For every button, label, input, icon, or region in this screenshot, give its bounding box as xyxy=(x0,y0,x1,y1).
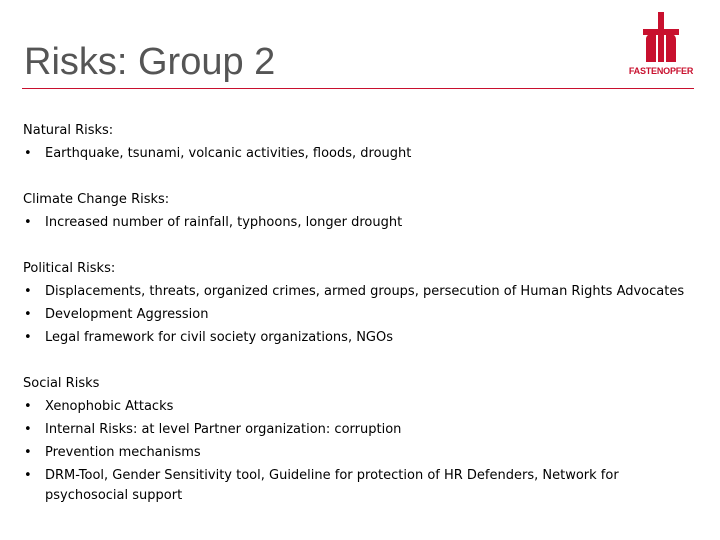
logo-wordmark: FASTENOPFER xyxy=(628,66,694,76)
bullet-list xyxy=(23,211,703,234)
title-divider xyxy=(22,88,694,89)
slide-title: Risks: Group 2 xyxy=(24,41,276,83)
section-social-risks xyxy=(23,372,703,506)
fastenopfer-logo xyxy=(628,12,694,78)
section-heading: Climate Change Risks: xyxy=(23,192,170,207)
bullet-item: • Prevention mechanisms xyxy=(23,441,703,464)
section-heading: Political Risks: xyxy=(23,261,116,276)
bullet-item: • Legal framework for civil society organizations, NGOs xyxy=(23,326,703,349)
bullet-item: • Xenophobic Attacks xyxy=(23,395,703,418)
section-climate-change-risks xyxy=(23,188,703,234)
bullet-item: • Development Aggression xyxy=(23,303,703,326)
bullet-list xyxy=(23,395,703,506)
bullet-item: • DRM-Tool, Gender Sensitivity tool, Guideline for protection of HR Defenders, Network for psychosocial support xyxy=(23,464,703,506)
slide-body xyxy=(23,119,703,529)
section-political-risks xyxy=(23,257,703,349)
cross-emblem-icon xyxy=(643,12,679,62)
bullet-item: • Increased number of rainfall, typhoons, longer drought xyxy=(23,211,703,234)
bullet-list xyxy=(23,142,703,165)
section-natural-risks xyxy=(23,119,703,165)
bullet-item: • Earthquake, tsunami, volcanic activities, floods, drought xyxy=(23,142,703,165)
bullet-item: • Displacements, threats, organized crimes, armed groups, persecution of Human Rights Advocates xyxy=(23,280,703,303)
bullet-list xyxy=(23,280,703,349)
section-heading: Natural Risks: xyxy=(23,123,114,138)
bullet-item: • Internal Risks: at level Partner organization: corruption xyxy=(23,418,703,441)
section-heading: Social Risks xyxy=(23,376,100,391)
